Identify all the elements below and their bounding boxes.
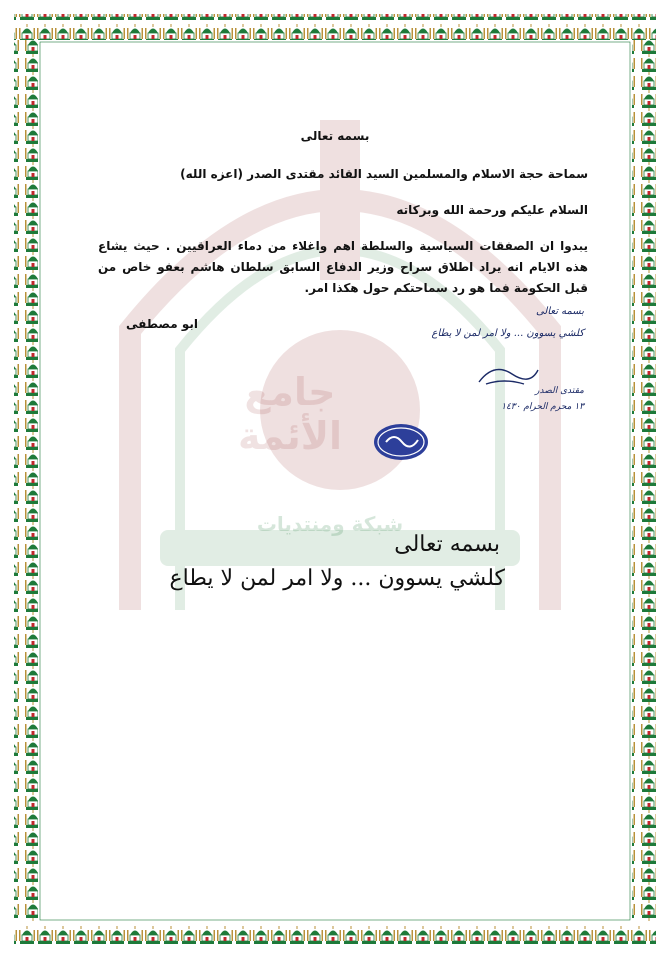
handwritten-text: كلشي يسوون ... ولا امر لمن لا يطاع: [431, 328, 584, 339]
letter-body: يبدوا ان الصفقات السياسية والسلطة اهم واغلاء من دماء العراقيين . حيث يشاع هذه الايام انه يراد اطلاق سراح وزير الدفاع السابق سلطان هاشم بعفو خاص من قبل الحكومة فما هو رد سماحتكم حول هكذا امر.: [98, 239, 588, 295]
letter-greeting: السلام عليكم ورحمة الله وبركاته: [396, 203, 588, 217]
official-seal-stamp: [372, 422, 430, 462]
handwritten-date: ١٣ محرم الحرام ١٤٣٠: [501, 402, 584, 412]
typed-reply-heading: بسمه تعالى: [394, 532, 500, 557]
letter-heading: بسمه تعالى: [300, 129, 370, 143]
signature-scribble: [474, 360, 544, 390]
handwritten-heading: بسمه تعالى: [535, 306, 584, 317]
letter-sender: ابو مصطفى: [125, 317, 198, 331]
watermark-logo-text: جامع الأئمة: [237, 370, 343, 458]
handwritten-signoff: مقتدى الصدر: [535, 386, 584, 396]
typed-reply-text: كلشي يسوون ... ولا امر لمن لا يطاع: [169, 566, 505, 591]
letter-addressee: سماحة حجة الاسلام والمسلمين السيد القائد مقتدى الصدر (اعزه الله): [180, 167, 588, 181]
watermark-forum-text: شبكة ومنتديات: [256, 512, 404, 536]
